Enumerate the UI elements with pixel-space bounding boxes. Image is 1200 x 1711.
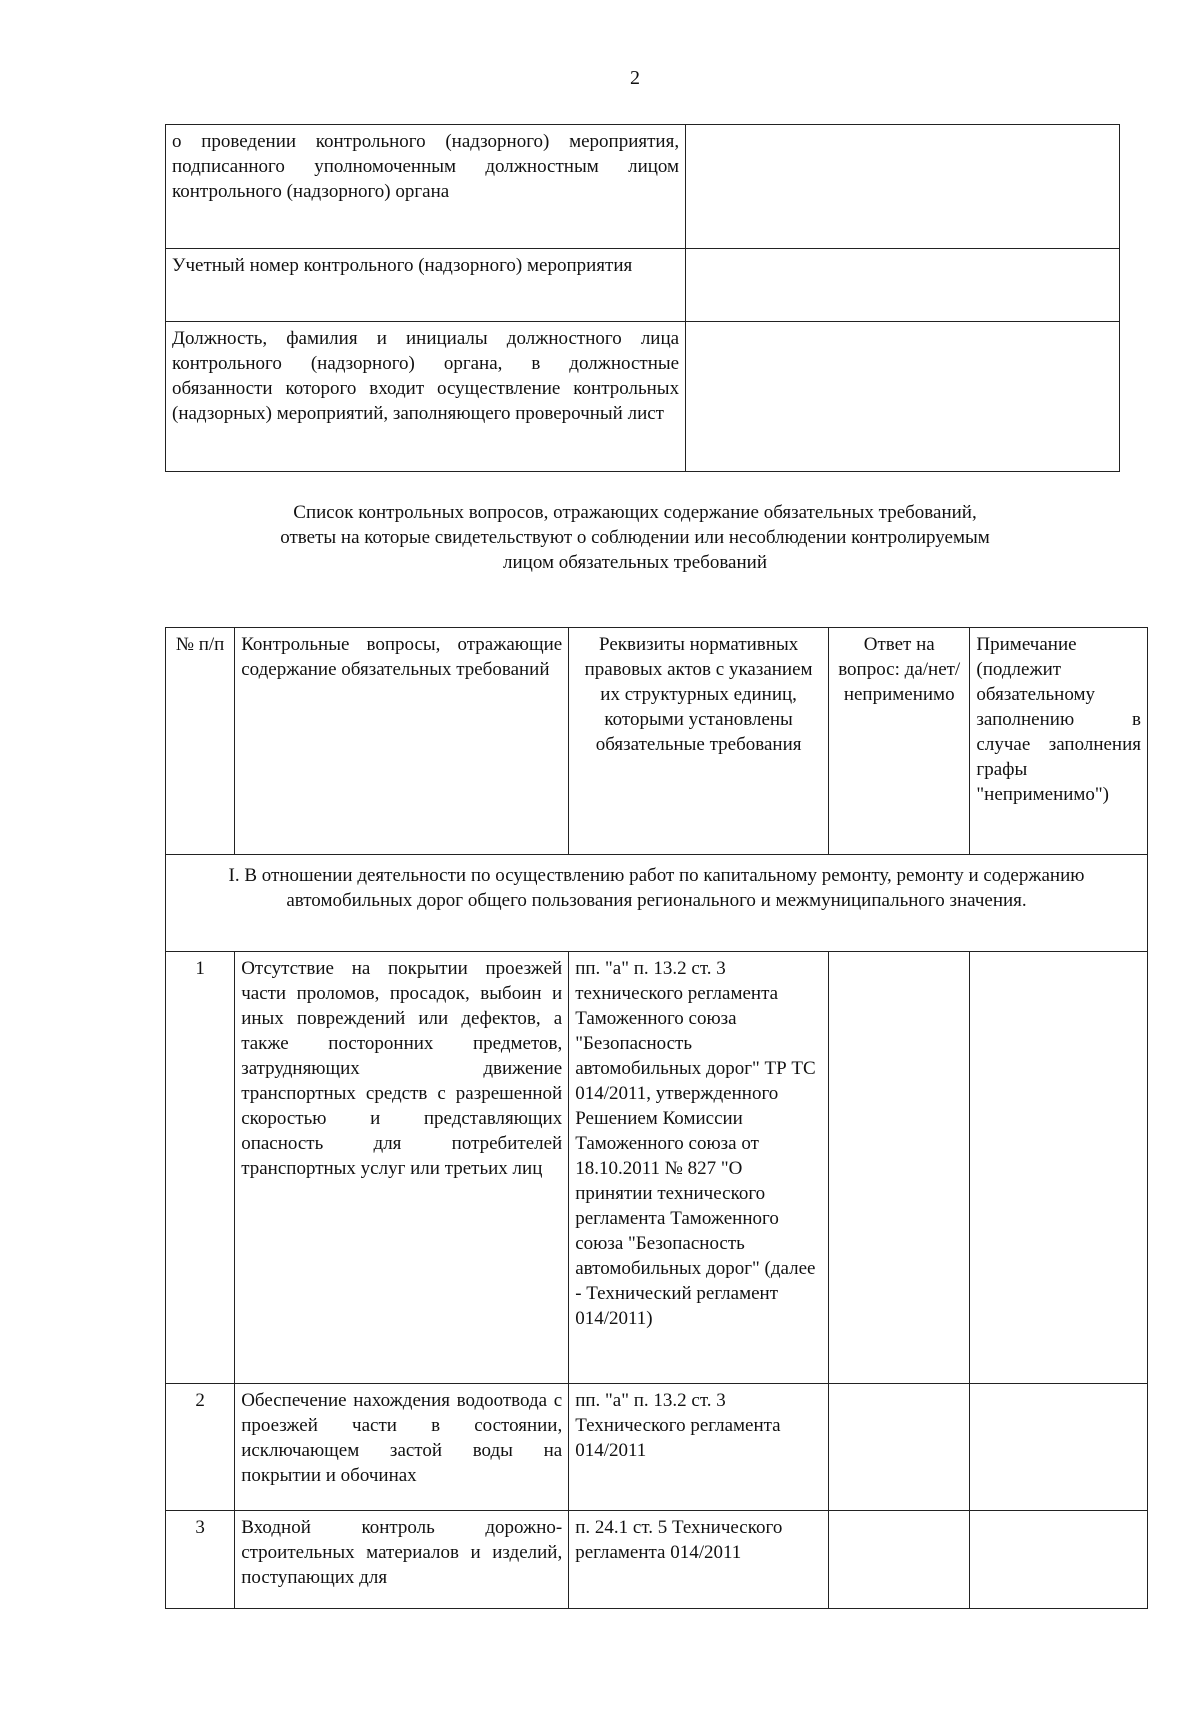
info-value: [686, 125, 1120, 249]
table-row: [166, 1511, 1148, 1609]
row-question: Отсутствие на покрытии проезжей части проломов, просадок, выбоин и иных повреждений или дефектов, а также посторонних предметов, затрудняющих движение транспортных средств с разрешенной скоростью и представляющих опасность для потребителей транспортных услуг или третьих лиц: [235, 952, 569, 1384]
header-answer: Ответ на вопрос: да/нет/ неприменимо: [829, 628, 970, 855]
row-requisites: п. 24.1 ст. 5 Технического регламента 014/2011: [569, 1511, 829, 1609]
info-label: Должность, фамилия и инициалы должностного лица контрольного (надзорного) органа, в должностные обязанности которого входит осуществление контрольных (надзорных) мероприятий, заполняющего проверочный лист: [166, 322, 686, 472]
checklist-table: [165, 627, 1148, 1609]
info-row: [166, 249, 1120, 322]
info-label: о проведении контрольного (надзорного) мероприятия, подписанного уполномоченным должностным лицом контрольного (надзорного) органа: [166, 125, 686, 249]
header-requisites: Реквизиты нормативных правовых актов с указанием их структурных единиц, которыми установлены обязательные требования: [569, 628, 829, 855]
info-value: [686, 249, 1120, 322]
checklist-heading: Список контрольных вопросов, отражающих содержание обязательных требований, ответы на которые свидетельствуют о соблюдении или несоблюдении контролируемым лицом обязательных требований: [280, 502, 990, 573]
row-answer: [829, 1511, 970, 1609]
info-label: Учетный номер контрольного (надзорного) мероприятия: [166, 249, 686, 322]
page-number: 2: [630, 67, 640, 89]
header-question: Контрольные вопросы, отражающие содержание обязательных требований: [235, 628, 569, 855]
row-note: [970, 1384, 1148, 1511]
info-row: [166, 322, 1120, 472]
row-num: 1: [166, 952, 235, 1384]
row-num: 2: [166, 1384, 235, 1511]
section-title: I. В отношении деятельности по осуществлению работ по капитальному ремонту, ремонту и содержанию автомобильных дорог общего пользования регионального и межмуниципального значения.: [166, 855, 1148, 952]
row-requisites: пп. "а" п. 13.2 ст. 3 технического регламента Таможенного союза "Безопасность автомобильных дорог" ТР ТС 014/2011, утвержденного Решением Комиссии Таможенного союза от 18.10.2011 № 827 "О принятии технического регламента Таможенного союза "Безопасность автомобильных дорог" (далее - Технический регламент 014/2011): [569, 952, 829, 1384]
row-requisites: пп. "а" п. 13.2 ст. 3 Технического регламента 014/2011: [569, 1384, 829, 1511]
table-row: [166, 952, 1148, 1384]
checklist-header-row: [166, 628, 1148, 855]
row-note: [970, 952, 1148, 1384]
header-num: № п/п: [166, 628, 235, 855]
row-answer: [829, 1384, 970, 1511]
info-value: [686, 322, 1120, 472]
row-question: Обеспечение нахождения водоотвода с проезжей части в состоянии, исключающем застой воды на покрытии и обочинах: [235, 1384, 569, 1511]
row-note: [970, 1511, 1148, 1609]
section-row: [166, 855, 1148, 952]
table-row: [166, 1384, 1148, 1511]
row-question: Входной контроль дорожно-строительных материалов и изделий, поступающих для: [235, 1511, 569, 1609]
inspection-info-table: [165, 124, 1120, 472]
row-num: 3: [166, 1511, 235, 1609]
header-note: Примечание (подлежит обязательному заполнению в случае заполнения графы "неприменимо"): [970, 628, 1148, 855]
row-answer: [829, 952, 970, 1384]
info-row: [166, 125, 1120, 249]
